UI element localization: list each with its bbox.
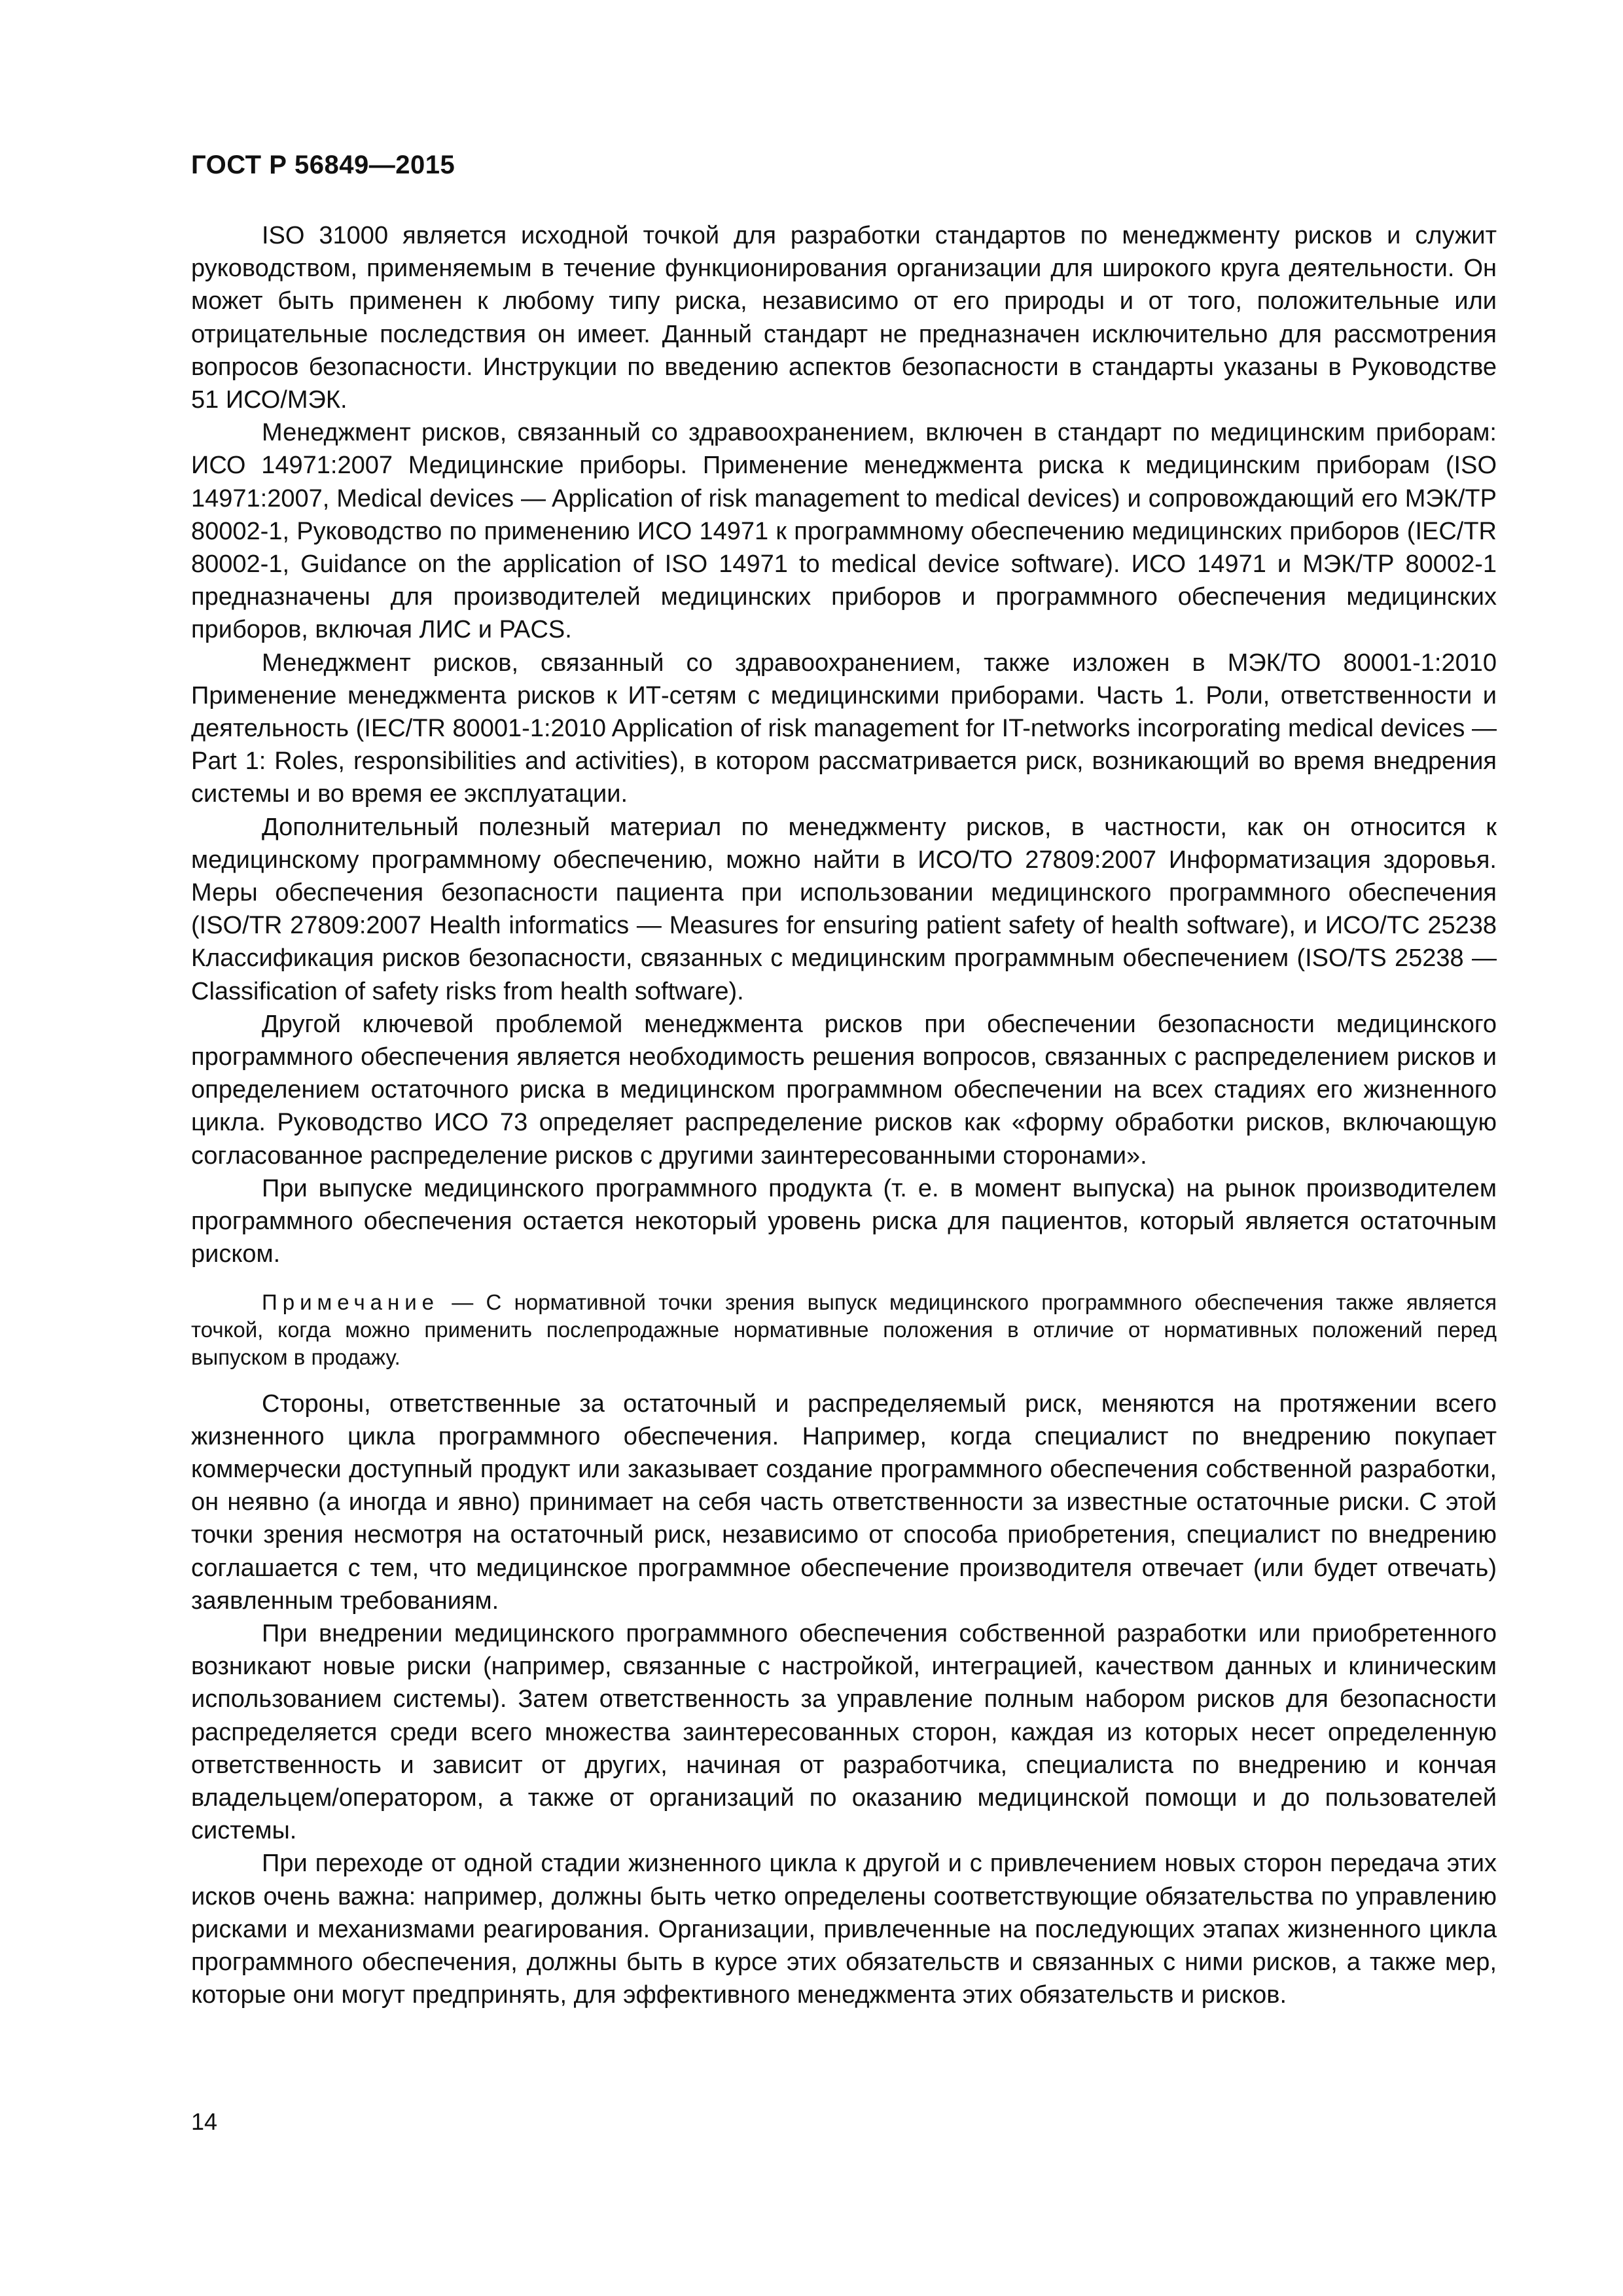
document-body bbox=[191, 219, 1497, 2011]
paragraph-lifecycle-transition: При переходе от одной стадии жизненного цикла к другой и с привлечением новых сторон передача этих исков очень важна: например, должны быть четко определены соответствующие обязательства по управлению рисками и механизмами реагирования. Организации, привлеченные на последующих этапах жизненного цикла программного обеспечения, должны быть в курсе этих обязательств и связанных с ними рисков, а также мер, которые они могут предпринять, для эффективного менеджмента этих обязательств и рисков. bbox=[191, 1850, 1497, 2009]
paragraph-iso-31000: ISO 31000 является исходной точкой для разработки стандартов по менеджменту рисков и служит руководством, применяемым в течение функционирования организации для широкого круга деятельности. Он может быть применен к любому типу риска, независимо от его природы и от того, положительные или отрицательные последствия он имеет. Данный стандарт не предназначен исключительно для рассмотрения вопросов безопасности. Инструкции по введению аспектов безопасности в стандарты указаны в Руководстве 51 ИСО/МЭК. bbox=[191, 222, 1497, 414]
paragraph-residual-risk: При выпуске медицинского программного продукта (т. е. в момент выпуска) на рынок производителем программного обеспечения остается некоторый уровень риска для пациентов, который является остаточным риском. bbox=[191, 1174, 1497, 1268]
note-text: — С нормативной точки зрения выпуск медицинского программного обеспечения также является точкой, когда можно применить послепродажные нормативные положения в отличие от нормативных положений перед выпуском в продажу. bbox=[191, 1289, 1497, 1369]
paragraph-iso-27809: Дополнительный полезный материал по менеджменту рисков, в частности, как он относится к медицинскому программному обеспечению, можно найти в ИСО/ТО 27809:2007 Информатизация здоровья. Меры обеспечения безопасности пациента при использовании медицинского программного обеспечения (ISO/TR 27809:2007 Health informatics — Measures for ensuring patient safety of health software), и ИСО/ТС 25238 Классификация рисков безопасности, связанных с медицинским программным обеспечением (ISO/TS 25238 — Classification of safety risks from health software). bbox=[191, 813, 1497, 1005]
paragraph-iso-14971: Менеджмент рисков, связанный со здравоохранением, включен в стандарт по медицинским приборам: ИСО 14971:2007 Медицинские приборы. Применение менеджмента риска к медицинским приборам (ISO 14971:2007, Medical devices — Application of risk management to medical devices) и сопровождающий его МЭК/ТР 80002-1, Руководство по применению ИСО 14971 к программному обеспечению медицинских приборов (IEC/TR 80002-1, Guidance on the application of ISO 14971 to medical device software). ИСО 14971 и МЭК/ТР 80002-1 предназначены для производителей медицинских приборов и программного обеспечения медицинских приборов, включая ЛИС и PACS. bbox=[191, 419, 1497, 644]
paragraph-iec-80001: Менеджмент рисков, связанный со здравоохранением, также изложен в МЭК/ТО 80001-1:2010 Применение менеджмента рисков к ИТ-сетям с медицинскими приборами. Часть 1. Роли, ответственности и деятельность (IEC/TR 80001-1:2010 Application of risk management for IT-networks incorporating medical devices — Part 1: Roles, responsibilities and activities), в котором рассматривается риск, возникающий во время внедрения системы и во время ее эксплуатации. bbox=[191, 649, 1497, 808]
note-block bbox=[191, 1289, 1497, 1371]
paragraph-risk-distribution: Другой ключевой проблемой менеджмента рисков при обеспечении безопасности медицинского программного обеспечения является необходимость решения вопросов, связанных с распределением рисков и определением остаточного риска в медицинском программном обеспечении на всех стадиях его жизненного цикла. Руководство ИСО 73 определяет распределение рисков как «форму обработки рисков, включающую согласованное распределение рисков с другими заинтересованными сторонами». bbox=[191, 1010, 1497, 1170]
note-label: Примечание bbox=[262, 1289, 440, 1314]
page-number: 14 bbox=[191, 2108, 218, 2135]
paragraph-new-risks: При внедрении медицинского программного обеспечения собственной разработки или приобретенного возникают новые риски (например, связанные с настройкой, интеграцией, качеством данных и клиническим использованием системы). Затем ответственность за управление полным набором рисков для безопасности распределяется среди всего множества заинтересованных сторон, каждая из которых несет определенную ответственность и зависит от других, начиная от разработчика, специалиста по внедрению и кончая владельцем/оператором, а также от организаций по оказанию медицинской помощи и до пользователей системы. bbox=[191, 1619, 1497, 1845]
standard-header: ГОСТ Р 56849—2015 bbox=[191, 151, 455, 179]
paragraph-responsible-parties: Стороны, ответственные за остаточный и распределяемый риск, меняются на протяжении всего жизненного цикла программного обеспечения. Например, когда специалист по внедрению покупает коммерчески доступный продукт или заказывает создание программного обеспечения собственной разработки, он неявно (а иногда и явно) принимает на себя часть ответственности за известные остаточные риски. С этой точки зрения несмотря на остаточный риск, независимо от способа приобретения, специалист по внедрению соглашается с тем, что медицинское программное обеспечение производителя отвечает (или будет отвечать) заявленным требованиям. bbox=[191, 1390, 1497, 1615]
